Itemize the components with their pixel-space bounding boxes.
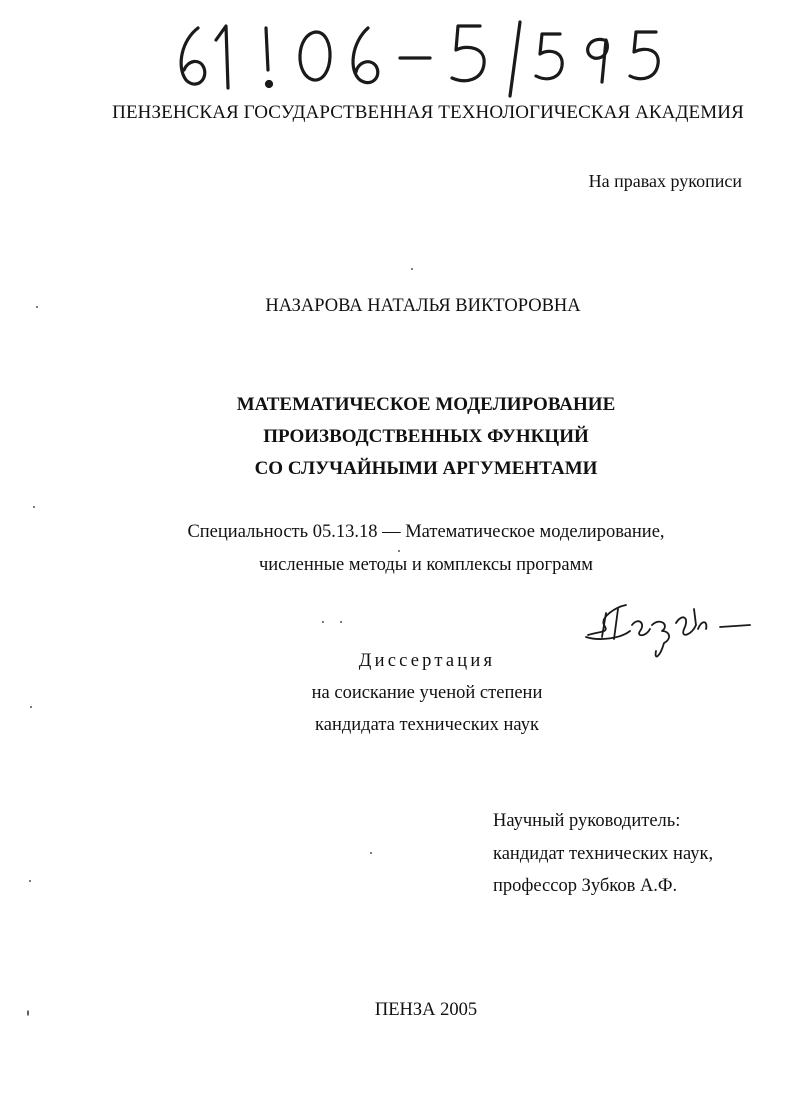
dissertation-title-line: МАТЕМАТИЧЕСКОЕ МОДЕЛИРОВАНИЕ: [236, 394, 616, 415]
document-type: Диссертация: [358, 651, 496, 671]
institution-name: ПЕНЗЕНСКАЯ ГОСУДАРСТВЕННАЯ ТЕХНОЛОГИЧЕСКАЯ АКАДЕМИЯ: [112, 102, 744, 123]
dissertation-title-line: СО СЛУЧАЙНЫМИ АРГУМЕНТАМИ: [254, 458, 598, 479]
scan-speck: [411, 268, 413, 270]
supervisor-heading: Научный руководитель:: [493, 811, 681, 831]
scan-speck: [340, 621, 342, 623]
handwritten-catalog-code: [168, 18, 668, 98]
scan-speck: [33, 506, 35, 508]
specialty-line: численные методы и комплексы программ: [258, 555, 594, 575]
scan-speck: [398, 550, 400, 552]
dissertation-title-line: ПРОИЗВОДСТВЕННЫХ ФУНКЦИЙ: [263, 426, 589, 447]
city-year: ПЕНЗА 2005: [374, 1000, 478, 1020]
scan-speck: [27, 1010, 29, 1016]
specialty-line: Специальность 05.13.18 — Математическое моделирование,: [187, 522, 665, 542]
scan-speck: [30, 706, 32, 708]
scan-speck: [36, 306, 38, 308]
supervisor-name: профессор Зубков А.Ф.: [493, 876, 678, 896]
degree-line: кандидата технических наук: [315, 715, 539, 735]
scan-speck: [322, 621, 324, 623]
degree-line: на соискание ученой степени: [311, 683, 543, 703]
author-name: НАЗАРОВА НАТАЛЬЯ ВИКТОРОВНА: [265, 296, 581, 316]
rights-notice: На правах рукописи: [588, 171, 742, 191]
supervisor-degree: кандидат технических наук,: [493, 844, 714, 864]
scan-speck: [370, 852, 372, 854]
scan-speck: [29, 880, 31, 882]
